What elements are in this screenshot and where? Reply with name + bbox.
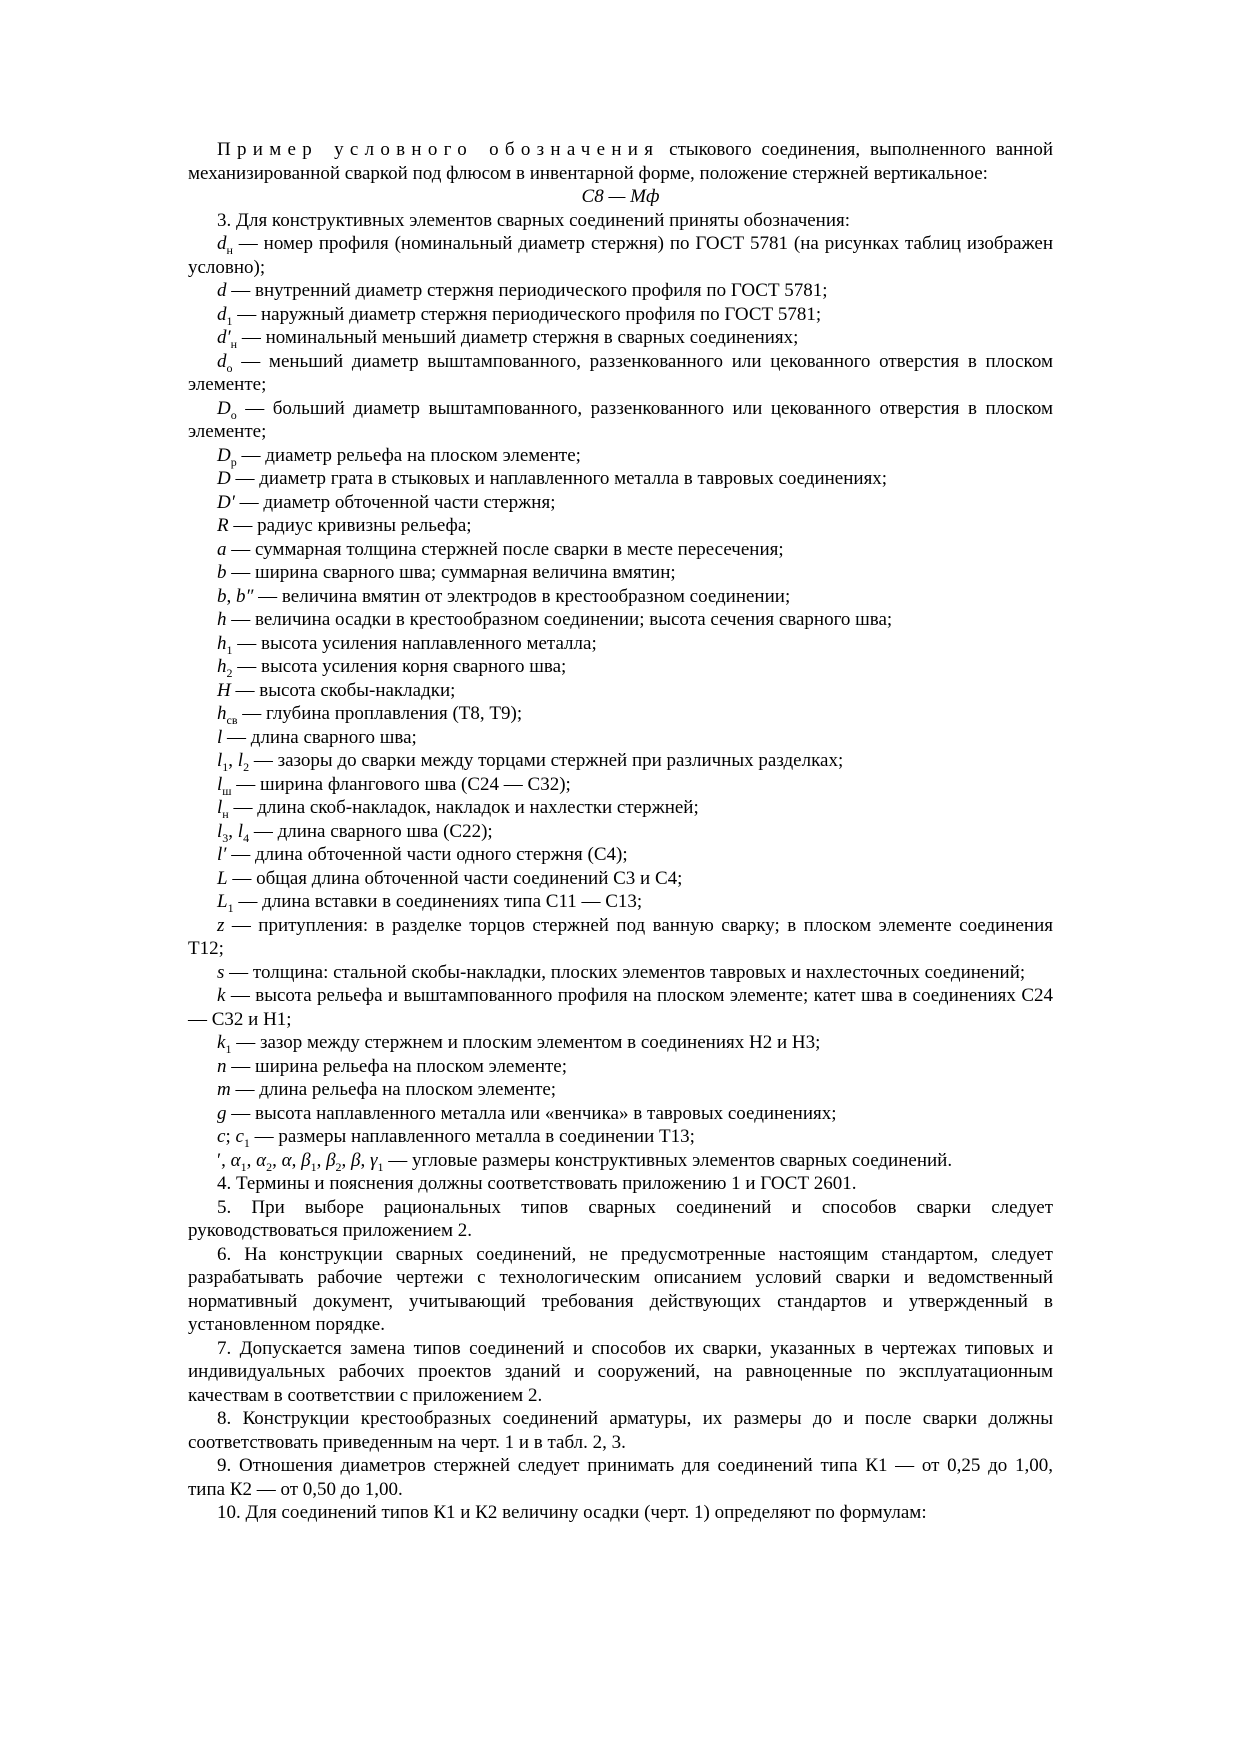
definition-symbol: $l_н$	[217, 797, 229, 821]
definition-symbol: $l_ш$	[217, 773, 232, 798]
item-3-paragraph: 3. Для конструктивных элементов сварных соединений приняты обозначения:	[217, 209, 851, 231]
definition-symbol: h	[217, 609, 227, 630]
definition-symbol: z	[217, 914, 225, 936]
definition-symbol: $h_{св}$	[217, 703, 238, 727]
intro-rest: стыкового соединения, выполненного ванной механизированной сваркой под флюсом в инвентарной форме, положение стержней вертикальное:	[188, 139, 1054, 184]
definition-item: c; $c_1$ — размеры наплавленного металла в соединении Т13;	[217, 1126, 695, 1150]
definition-item: $D_р$ — диаметр рельефа на плоском элементе;	[217, 444, 581, 469]
definition-symbol: $h_1$	[217, 632, 233, 657]
definition-item: $h_1$ — высота усиления наплавленного металла;	[217, 632, 597, 657]
definition-item: l — длина сварного шва;	[217, 726, 417, 748]
definition-symbol: b	[217, 562, 227, 583]
intro-lead-spaced: Пример условного обозначения	[217, 139, 660, 160]
definition-item: k — высота рельефа и выштампованного профиля на плоском элементе; катет шва в соединениях С24 — С32 и Н1;	[188, 985, 1053, 1030]
definition-item: h — величина осадки в крестообразном соединении; высота сечения сварного шва;	[217, 609, 893, 630]
numbered-paragraph: 10. Для соединений типов К1 и К2 величину осадки (черт. 1) определяют по формулам:	[217, 1502, 927, 1523]
definition-item: $l_1$, $l_2$ — зазоры до сварки между торцами стержней при различных разделках;	[217, 750, 844, 774]
definition-item: $l_ш$ — ширина флангового шва (С24 — С32);	[217, 773, 571, 798]
definition-symbol: m	[217, 1079, 231, 1100]
definition-symbol: H	[217, 679, 231, 701]
definition-symbol: $L_1$	[217, 891, 234, 915]
definition-symbol: D′	[217, 491, 235, 513]
definition-item: $L_1$ — длина вставки в соединениях типа С11 — С13;	[217, 891, 643, 915]
numbered-paragraph: 8. Конструкции крестообразных соединений арматуры, их размеры до и после сварки должны соответствовать приведенным на черт. 1 и в табл. 2, 3.	[188, 1408, 1053, 1453]
definition-item: $d'_н$ — номинальный меньший диаметр стержня в сварных соединениях;	[217, 327, 799, 351]
definition-item: $l_3$, $l_4$ — длина сварного шва (С22);	[217, 820, 493, 845]
designation-formula: С8 — Мф	[581, 186, 660, 207]
definition-symbol: L	[217, 867, 228, 889]
definition-symbol: $D_р$	[217, 444, 237, 469]
numbered-paragraph: 4. Термины и пояснения должны соответствовать приложению 1 и ГОСТ 2601.	[217, 1173, 857, 1194]
numbered-paragraphs	[188, 1172, 1053, 1525]
definitions-list	[188, 232, 1053, 1172]
definition-item: b — ширина сварного шва; суммарная величина вмятин;	[217, 562, 676, 583]
definition-symbol: $d_1$	[217, 303, 233, 328]
definition-item: H — высота скобы-накладки;	[217, 679, 456, 701]
definition-symbol: $D_о$	[217, 397, 237, 422]
definition-item: m — длина рельефа на плоском элементе;	[217, 1079, 557, 1100]
definition-symbol: g	[217, 1102, 227, 1124]
definition-symbol: c; $c_1$	[217, 1126, 250, 1150]
definition-symbol: $d'_н$	[217, 327, 238, 351]
definition-symbol: d	[217, 280, 227, 301]
definition-symbol: $l_1$, $l_2$	[217, 750, 250, 774]
definition-item: a — суммарная толщина стержней после сварки в месте пересечения;	[217, 538, 784, 560]
definition-item: n — ширина рельефа на плоском элементе;	[217, 1055, 568, 1077]
definition-item: $h_2$ — высота усиления корня сварного шва;	[217, 656, 567, 680]
numbered-paragraph: 5. При выборе рациональных типов сварных соединений и способов сварки следует руководствоваться приложением 2.	[188, 1196, 1053, 1241]
numbered-paragraph: 6. На конструкции сварных соединений, не предусмотренные настоящим стандартом, следует разрабатывать рабочие чертежи с технологическим описанием условий сварки и ведомственный нормативный документ, учитывающий требования действующих стандартов и утвержденный в установленном порядке.	[188, 1243, 1053, 1335]
definition-symbol: l′	[217, 844, 227, 865]
definition-symbol: s	[217, 961, 225, 983]
definition-item: D′ — диаметр обточенной части стержня;	[217, 491, 556, 513]
numbered-paragraph: 9. Отношения диаметров стержней следует принимать для соединений типа К1 — от 0,25 до 1,00, типа К2 — от 0,50 до 1,00.	[188, 1455, 1053, 1500]
definition-symbol: $h_2$	[217, 656, 233, 680]
definition-item: s — толщина: стальной скобы-накладки, плоских элементов тавровых и нахлесточных соединений;	[217, 961, 1026, 983]
definition-symbol: $k_1$	[217, 1032, 232, 1056]
definition-item: L — общая длина обточенной части соединений С3 и С4;	[217, 867, 683, 889]
definition-item: $D_о$ — больший диаметр выштампованного, раззенкованного или цекованного отверстия в плоском элементе;	[188, 397, 1053, 442]
definition-symbol: k	[217, 985, 226, 1006]
definition-item: $d_о$ — меньший диаметр выштампованного, раззенкованного или цекованного отверстия в плоском элементе;	[188, 350, 1053, 395]
definition-symbol: $d_о$	[217, 350, 233, 375]
definition-symbol: $d_н$	[217, 233, 233, 257]
definition-symbol: D	[217, 468, 231, 489]
definition-item: g — высота наплавленного металла или «венчика» в тавровых соединениях;	[217, 1102, 837, 1124]
definition-item: $h_{св}$ — глубина проплавления (Т8, Т9);	[217, 703, 523, 727]
definition-symbol: l	[217, 726, 223, 748]
definition-symbol: a	[217, 538, 227, 560]
definition-item: l′ — длина обточенной части одного стержня (С4);	[217, 844, 628, 865]
definition-item: b, b″ — величина вмятин от электродов в крестообразном соединении;	[217, 585, 791, 607]
definition-item: $d_1$ — наружный диаметр стержня периодического профиля по ГОСТ 5781;	[217, 303, 822, 328]
numbered-paragraph: 7. Допускается замена типов соединений и способов их сварки, указанных в чертежах типовых и индивидуальных рабочих проектов зданий и сооружений, на равноценные по эксплуатационным качествам в соответствии с приложением 2.	[188, 1337, 1053, 1406]
definition-symbol: R	[217, 515, 229, 536]
definition-item: d — внутренний диаметр стержня периодического профиля по ГОСТ 5781;	[217, 280, 828, 301]
definition-symbol: b, b″	[217, 585, 254, 607]
intro-paragraph	[188, 138, 1053, 185]
definition-symbol: n	[217, 1055, 227, 1077]
definition-item: ′, $\alpha_1$, $\alpha_2$, α, $\beta_1$, $\beta_2$, β, $\gamma_1$ — угловые размеры конструктивных элементов сварных соединений.	[217, 1149, 953, 1174]
definition-item: D — диаметр грата в стыковых и наплавленного металла в тавровых соединениях;	[217, 468, 888, 489]
definition-item: z — притупления: в разделке торцов стержней под ванную сварку; в плоском элементе соединения Т12;	[188, 914, 1053, 959]
definition-symbol: ′, $\alpha_1$, $\alpha_2$, α, $\beta_1$, $\beta_2$, β, $\gamma_1$	[217, 1149, 384, 1174]
definition-item: $l_н$ — длина скоб-накладок, накладок и нахлестки стержней;	[217, 797, 699, 821]
definition-item: $d_н$ — номер профиля (номинальный диаметр стержня) по ГОСТ 5781 (на рисунках таблиц изображен условно);	[188, 233, 1053, 278]
definition-item: R — радиус кривизны рельефа;	[217, 515, 472, 536]
definition-item: $k_1$ — зазор между стержнем и плоским элементом в соединениях Н2 и Н3;	[217, 1032, 821, 1056]
definition-symbol: $l_3$, $l_4$	[217, 820, 250, 845]
